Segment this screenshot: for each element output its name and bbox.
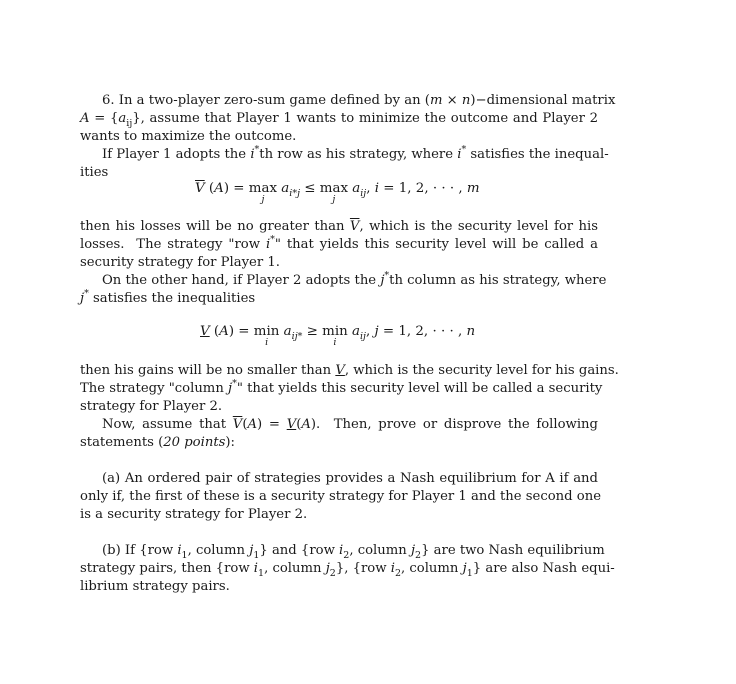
problem-line-6: then his losses will be no greater than $\overline{V}$, which is the security level for his: [80, 219, 598, 234]
problem-line-8: security strategy for Player 1.: [80, 255, 280, 270]
problem-line-11: then his gains will be no smaller than V, which is the security level for his gains.: [80, 363, 619, 378]
problem-line-10: j* satisfies the inequalities: [80, 288, 256, 306]
problem-line-13: strategy for Player 2.: [80, 399, 223, 414]
problem-line-9: On the other hand, if Player 2 adopts the j*th column as his strategy, where: [102, 270, 607, 288]
statement-a-line-2: only if, the first of these is a security strategy for Player 1 and the second one: [80, 489, 602, 504]
problem-line-7: losses. The strategy "row i*" that yields this security level will be called a: [80, 234, 598, 252]
statement-a-line-1: (a) An ordered pair of strategies provides a Nash equilibrium for A if and: [102, 471, 598, 486]
statement-a-line-3: is a security strategy for Player 2.: [80, 507, 308, 522]
problem-line-5: ities: [80, 165, 109, 180]
equation-player1: $\overline{V}$ (A) = max j $a_{i*j} \le \max$ j $a_{ij}$, i = 1, 2, · · · , m: [195, 181, 480, 205]
problem-line-14: Now, assume that $\overline{V}(A) = V(A)$. Then, prove or disprove the following: [102, 417, 598, 432]
problem-line-4: If Player 1 adopts the i*th row as his strategy, where i* satisfies the inequal-: [102, 144, 609, 162]
problem-line-12: The strategy "column j*" that yields this security level will be called a security: [80, 378, 603, 396]
statement-b-line-3: librium strategy pairs.: [80, 579, 230, 594]
problem-line-3: wants to maximize the outcome.: [80, 129, 297, 144]
equation-player2: V (A) = min i $a_{ij*} \ge \min$ i $a_{ij}$, j = 1, 2, · · · , n: [200, 324, 476, 348]
statement-b-line-2: strategy pairs, then {row $i_1$, column $j_2$}, {row $i_2$, column $j_1$} are also Nash equi-: [80, 561, 615, 579]
problem-line-1: 6. In a two-player zero-sum game defined by an (m × n)−dimensional matrix: [102, 93, 616, 108]
problem-line-2: $A = \{a_{ij}\}$, assume that Player 1 wants to minimize the outcome and Player 2: [80, 111, 598, 129]
problem-line-15: statements (20 points):: [80, 435, 235, 450]
statement-b-line-1: (b) If {row $i_1$, column $j_1$} and {row $i_2$, column $j_2$} are two Nash equilibrium: [102, 543, 605, 561]
